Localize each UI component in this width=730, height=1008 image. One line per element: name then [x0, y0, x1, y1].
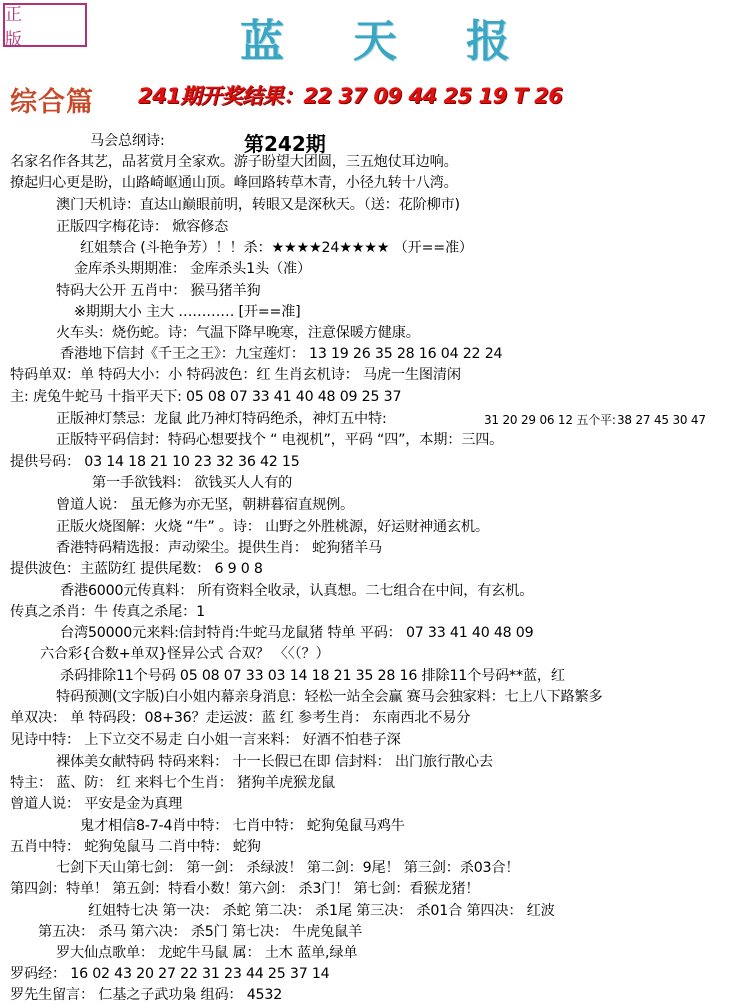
text-line-18: 正版火烧图解：火烧 “牛” 。诗： 山野之外胜桃源，好运财神通玄机。 [56, 519, 489, 535]
text-line-35: 第四剑：特单！ 第五剑：特看小数！第六剑： 杀3门！ 第七剑：看猴龙猪！ [10, 881, 480, 897]
text-line-19: 香港特码精选报：声动梁尘。提供生肖： 蛇狗猪羊马 [56, 540, 383, 556]
previous-draw-result: 241期开奖结果：22 37 09 44 25 19 T 26 [138, 84, 563, 108]
text-line-21: 香港6000元传真料： 所有资料全收录，认真想。二七组合在中间，有玄机。 [60, 583, 534, 599]
text-line-13: 正版神灯禁忌：龙鼠 此乃神灯特码绝杀，神灯五中特: [56, 411, 387, 427]
text-line-4: 正版四字梅花诗： 焮容修态 [56, 219, 229, 235]
text-line-40: 罗先生留言： 仁基之子武功枭 组码： 4532 [10, 987, 283, 1003]
text-line-27: 单双决： 单 特码段：08+36？走运波：蓝 红 参考生肖： 东南西北不易分 [10, 710, 471, 726]
text-line-37: 第五决： 杀马 第六决： 杀5门 第七决： 牛虎兔鼠羊 [38, 924, 363, 940]
text-line-1: 名家名作各其艺，品茗赏月全家欢。游子盼望大团圆，三五炮仗耳边响。 [10, 154, 458, 170]
text-line-39: 罗码经： 16 02 43 20 27 22 31 23 44 25 37 14 [10, 966, 330, 982]
text-line-15: 提供号码： 03 14 18 21 10 23 32 36 42 15 [10, 454, 300, 470]
issue-number: 第242期 [244, 132, 326, 156]
page-title [240, 14, 510, 70]
small-text-line-0: 31 20 29 06 12 五个平: [484, 413, 616, 427]
text-line-36: 红姐特七决 第一决： 杀蛇 第二决： 杀1尾 第三决： 杀01合 第四决： 红波 [88, 903, 555, 919]
text-line-3: 澳门天机诗：直达山巅眼前明，转眼又是深秋天。（送：花阶柳市) [56, 197, 460, 213]
text-line-2: 撩起归心更是盼，山路崎岖通山顶。峰回路转草木青，小径九转十八湾。 [10, 175, 458, 191]
text-line-29: 裸体美女献特码 特码来料： 十一长假已在即 信封料： 出门旅行散心去 [56, 754, 493, 770]
text-line-9: 火车头：烧伤蛇。诗：气温下降早晚寒，注意保暖方健康。 [56, 325, 420, 341]
text-line-23: 台湾50000元来料:信封特肖:牛蛇马龙鼠猪 特单 平码： 07 33 41 40 48 09 [60, 625, 534, 641]
text-line-31: 曾道人说： 平安是金为真理 [10, 796, 183, 812]
text-line-33: 五肖中特： 蛇狗兔鼠马 二肖中特： 蛇狗 [10, 839, 261, 855]
text-line-7: 特码大公开 五肖中： 猴马猪羊狗 [56, 283, 261, 299]
text-line-32: 鬼才相信8-7-4肖中特： 七肖中特： 蛇狗兔鼠马鸡牛 [80, 818, 405, 834]
text-line-26: 特码预测(文字版)白小姐内幕亲身消息：轻松一站全会赢 赛马会独家料：七上八下路繁多 [56, 689, 603, 705]
text-line-20: 提供波色：主蓝防红 提供尾数： 6 9 0 8 [10, 561, 263, 577]
text-line-12: 主: 虎兔牛蛇马 十指平天下: 05 08 07 33 41 40 48 09 25 37 [10, 389, 402, 405]
text-line-6: 金库杀头期期准： 金库杀头1头（准） [74, 261, 311, 277]
text-line-22: 传真之杀肖：牛 传真之杀尾：1 [10, 604, 205, 620]
text-line-30: 特主： 蓝、防： 红 来料七个生肖： 猪狗羊虎猴龙鼠 [10, 775, 335, 791]
genuine-edition-stamp: 正 版 [3, 3, 87, 47]
text-line-28: 见诗中特： 上下立交不易走 白小姐一言来料： 好酒不怕巷子深 [10, 732, 401, 748]
text-line-5: 红姐禁合 (斗艳争芳）！！杀：★★★★24★★★★ （开==准） [80, 240, 473, 256]
text-line-38: 罗大仙点歌单： 龙蛇牛马鼠 属： 土木 蓝单,绿单 [56, 945, 358, 961]
text-line-11: 特码单双：单 特码大小：小 特码波色：红 生肖玄机诗： 马虎一生图清闲 [10, 367, 461, 383]
text-line-10: 香港地下信封《千王之王》：九宝莲灯： 13 19 26 35 28 16 04 22 24 [60, 346, 503, 362]
small-text-line-1: 38 27 45 30 47 [617, 413, 706, 427]
text-line-25: 杀码排除11个号码 05 08 07 33 03 14 18 21 35 28 16 排除11个号码**蓝，红 [60, 668, 565, 684]
text-line-14: 正版特平码信封：特码心想要找个 “ 电视机”，平码 “四”，本期：三四。 [56, 432, 504, 448]
text-line-0: 马会总纲诗: [90, 133, 165, 149]
text-line-24: 六合彩{合数+单双}怪异公式 合双？ 〈〈（？） [40, 646, 330, 662]
text-line-8: ※期期大小 主大 ………… [开==准] [74, 304, 301, 320]
text-line-34: 七剑下天山第七剑： 第一剑： 杀绿波！ 第二剑：9尾！ 第三剑：杀03合！ [56, 860, 520, 876]
title-char-2: 天 [353, 16, 397, 67]
title-char-1: 蓝 [240, 16, 284, 67]
text-line-16: 第一手欲钱料： 欲钱买人人有的 [92, 475, 293, 491]
title-char-3: 报 [466, 16, 510, 67]
text-line-17: 曾道人说： 虽无修为亦无坚，朝耕暮宿直规例。 [56, 497, 355, 513]
section-label: 综合篇 [10, 87, 94, 118]
